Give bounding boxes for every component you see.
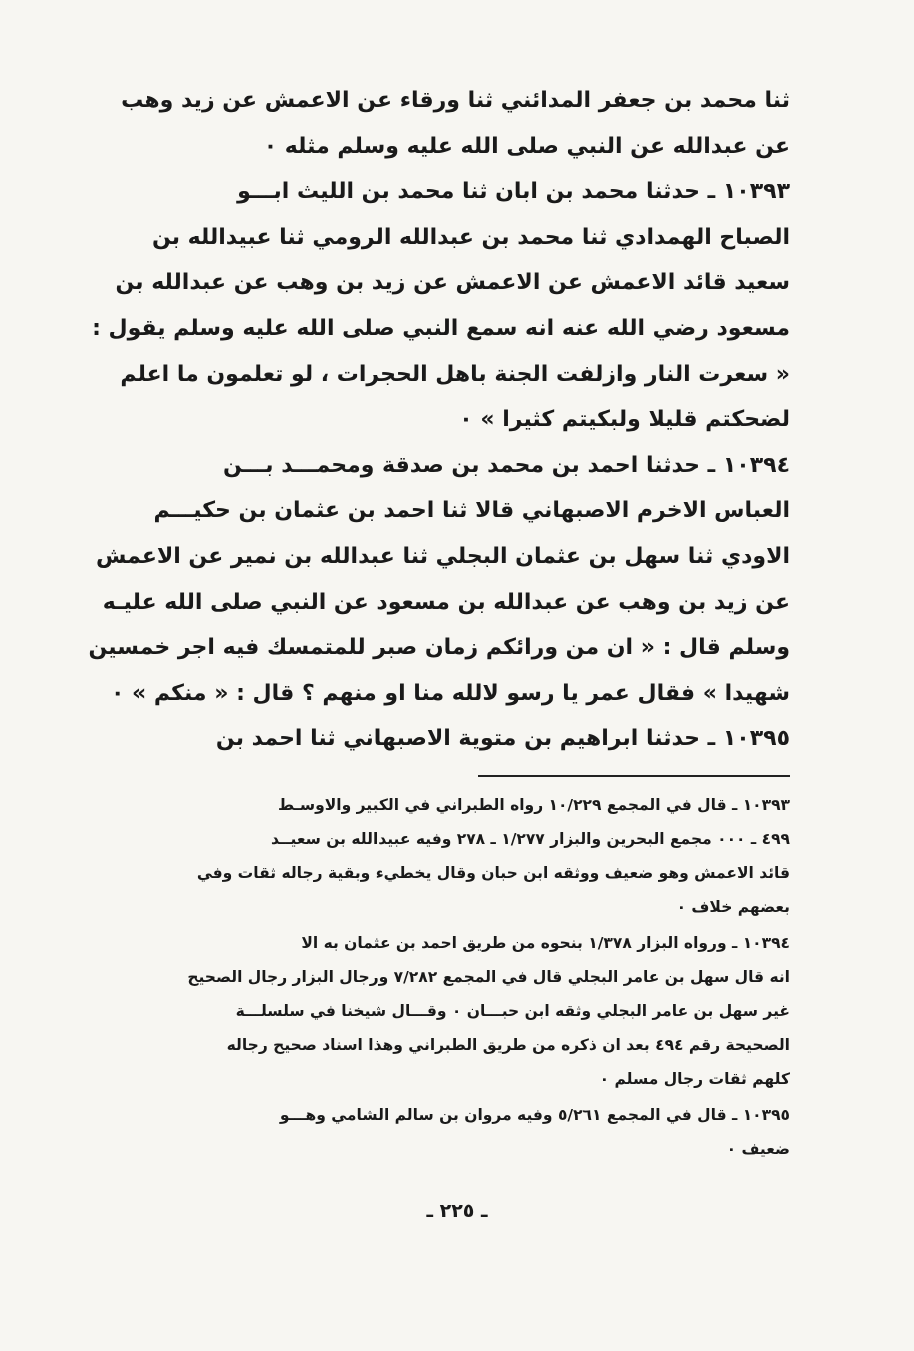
footnotes [86, 788, 790, 1166]
footnote-line: انه قال سهل بن عامر البجلي قال في المجمع ٧/٢٨٢ ورجال البزار رجال الصحيح [187, 968, 790, 986]
text-line: « سعرت النار وازلفت الجنة باهل الحجرات ، لو تعلمون ما اعلم [120, 361, 790, 387]
text-line: ١٠٣٩٣ ـ حدثنا محمد بن ابان ثنا محمد بن الليث ابـــو [237, 179, 790, 205]
hadith-text-body [86, 78, 790, 762]
footnote-divider [478, 775, 790, 777]
footnote-line: ١٠٣٩٥ ـ قال في المجمع ٥/٢٦١ وفيه مروان بن سالم الشامي وهـــو [279, 1106, 790, 1124]
footnote-line: ١٠٣٩٤ ـ ورواه البزار ١/٣٧٨ بنحوه من طريق احمد بن عثمان به الا [301, 934, 790, 952]
footnote-line: ٤٩٩ ـ ٠٠٠ مجمع البحرين والبزار ١/٢٧٧ ـ ٢٧٨ وفيه عبيدالله بن سعيــد [270, 830, 790, 848]
text-line: سعيد قائد الاعمش عن الاعمش عن زيد بن وهب عن عبدالله بن [115, 270, 790, 296]
text-line: شهيدا » فقال عمر يا رسو لالله منا او منهم ؟ قال : « منكم » ٠ [110, 680, 790, 706]
text-line: لضحكتم قليلا ولبكيتم كثيرا » ٠ [459, 407, 790, 433]
footnote-line: الصحيحة رقم ٤٩٤ بعد ان ذكره من طريق الطبراني وهذا اسناد صحيح رجاله [226, 1036, 790, 1054]
footnote-line: غير سهل بن عامر البجلي وثقه ابن حبـــان ٠ وقـــال شيخنا في سلسلـــة [235, 1002, 790, 1020]
text-line: ١٠٣٩٤ ـ حدثنا احمد بن محمد بن صدقة ومحمـــد بـــن [222, 452, 790, 478]
footnote-line: ١٠٣٩٣ ـ قال في المجمع ١٠/٢٢٩ رواه الطبراني في الكبير والاوسـط [277, 796, 790, 814]
text-line: ثنا محمد بن جعفر المدائني ثنا ورقاء عن الاعمش عن زيد وهب [121, 88, 790, 113]
footnote-line: ضعيف ٠ [726, 1140, 790, 1158]
page-number: ـ ٢٢٥ ـ [426, 1200, 488, 1222]
footnote-line: بعضهم خلاف ٠ [676, 898, 790, 916]
text-line: الاودي ثنا سهل بن عثمان البجلي ثنا عبدالله بن نمير عن الاعمش [95, 543, 790, 569]
text-line: عن عبدالله عن النبي صلى الله عليه وسلم مثله ٠ [263, 133, 790, 159]
text-line: الصباح الهمدادي ثنا محمد بن عبدالله الرومي ثنا عبيدالله بن [151, 224, 790, 250]
text-line: العباس الاخرم الاصبهاني قالا ثنا احمد بن عثمان بن حكيـــم [153, 498, 790, 524]
text-line: وسلم قال : « ان من ورائكم زمان صبر للمتمسك فيه اجر خمسين [88, 635, 790, 661]
text-line: مسعود رضي الله عنه انه سمع النبي صلى الله عليه وسلم يقول : [92, 315, 790, 341]
footnote-line: قائد الاعمش وهو ضعيف ووثقه ابن حبان وقال يخطيء وبقية رجاله ثقات وفي [196, 864, 790, 882]
footnote-line: كلهم ثقات رجال مسلم ٠ [599, 1070, 790, 1088]
text-line: ١٠٣٩٥ ـ حدثنا ابراهيم بن متوية الاصبهاني ثنا احمد بن [215, 726, 790, 752]
text-line: عن زيد بن وهب عن عبدالله بن مسعود عن النبي صلى الله عليـه [102, 589, 790, 615]
